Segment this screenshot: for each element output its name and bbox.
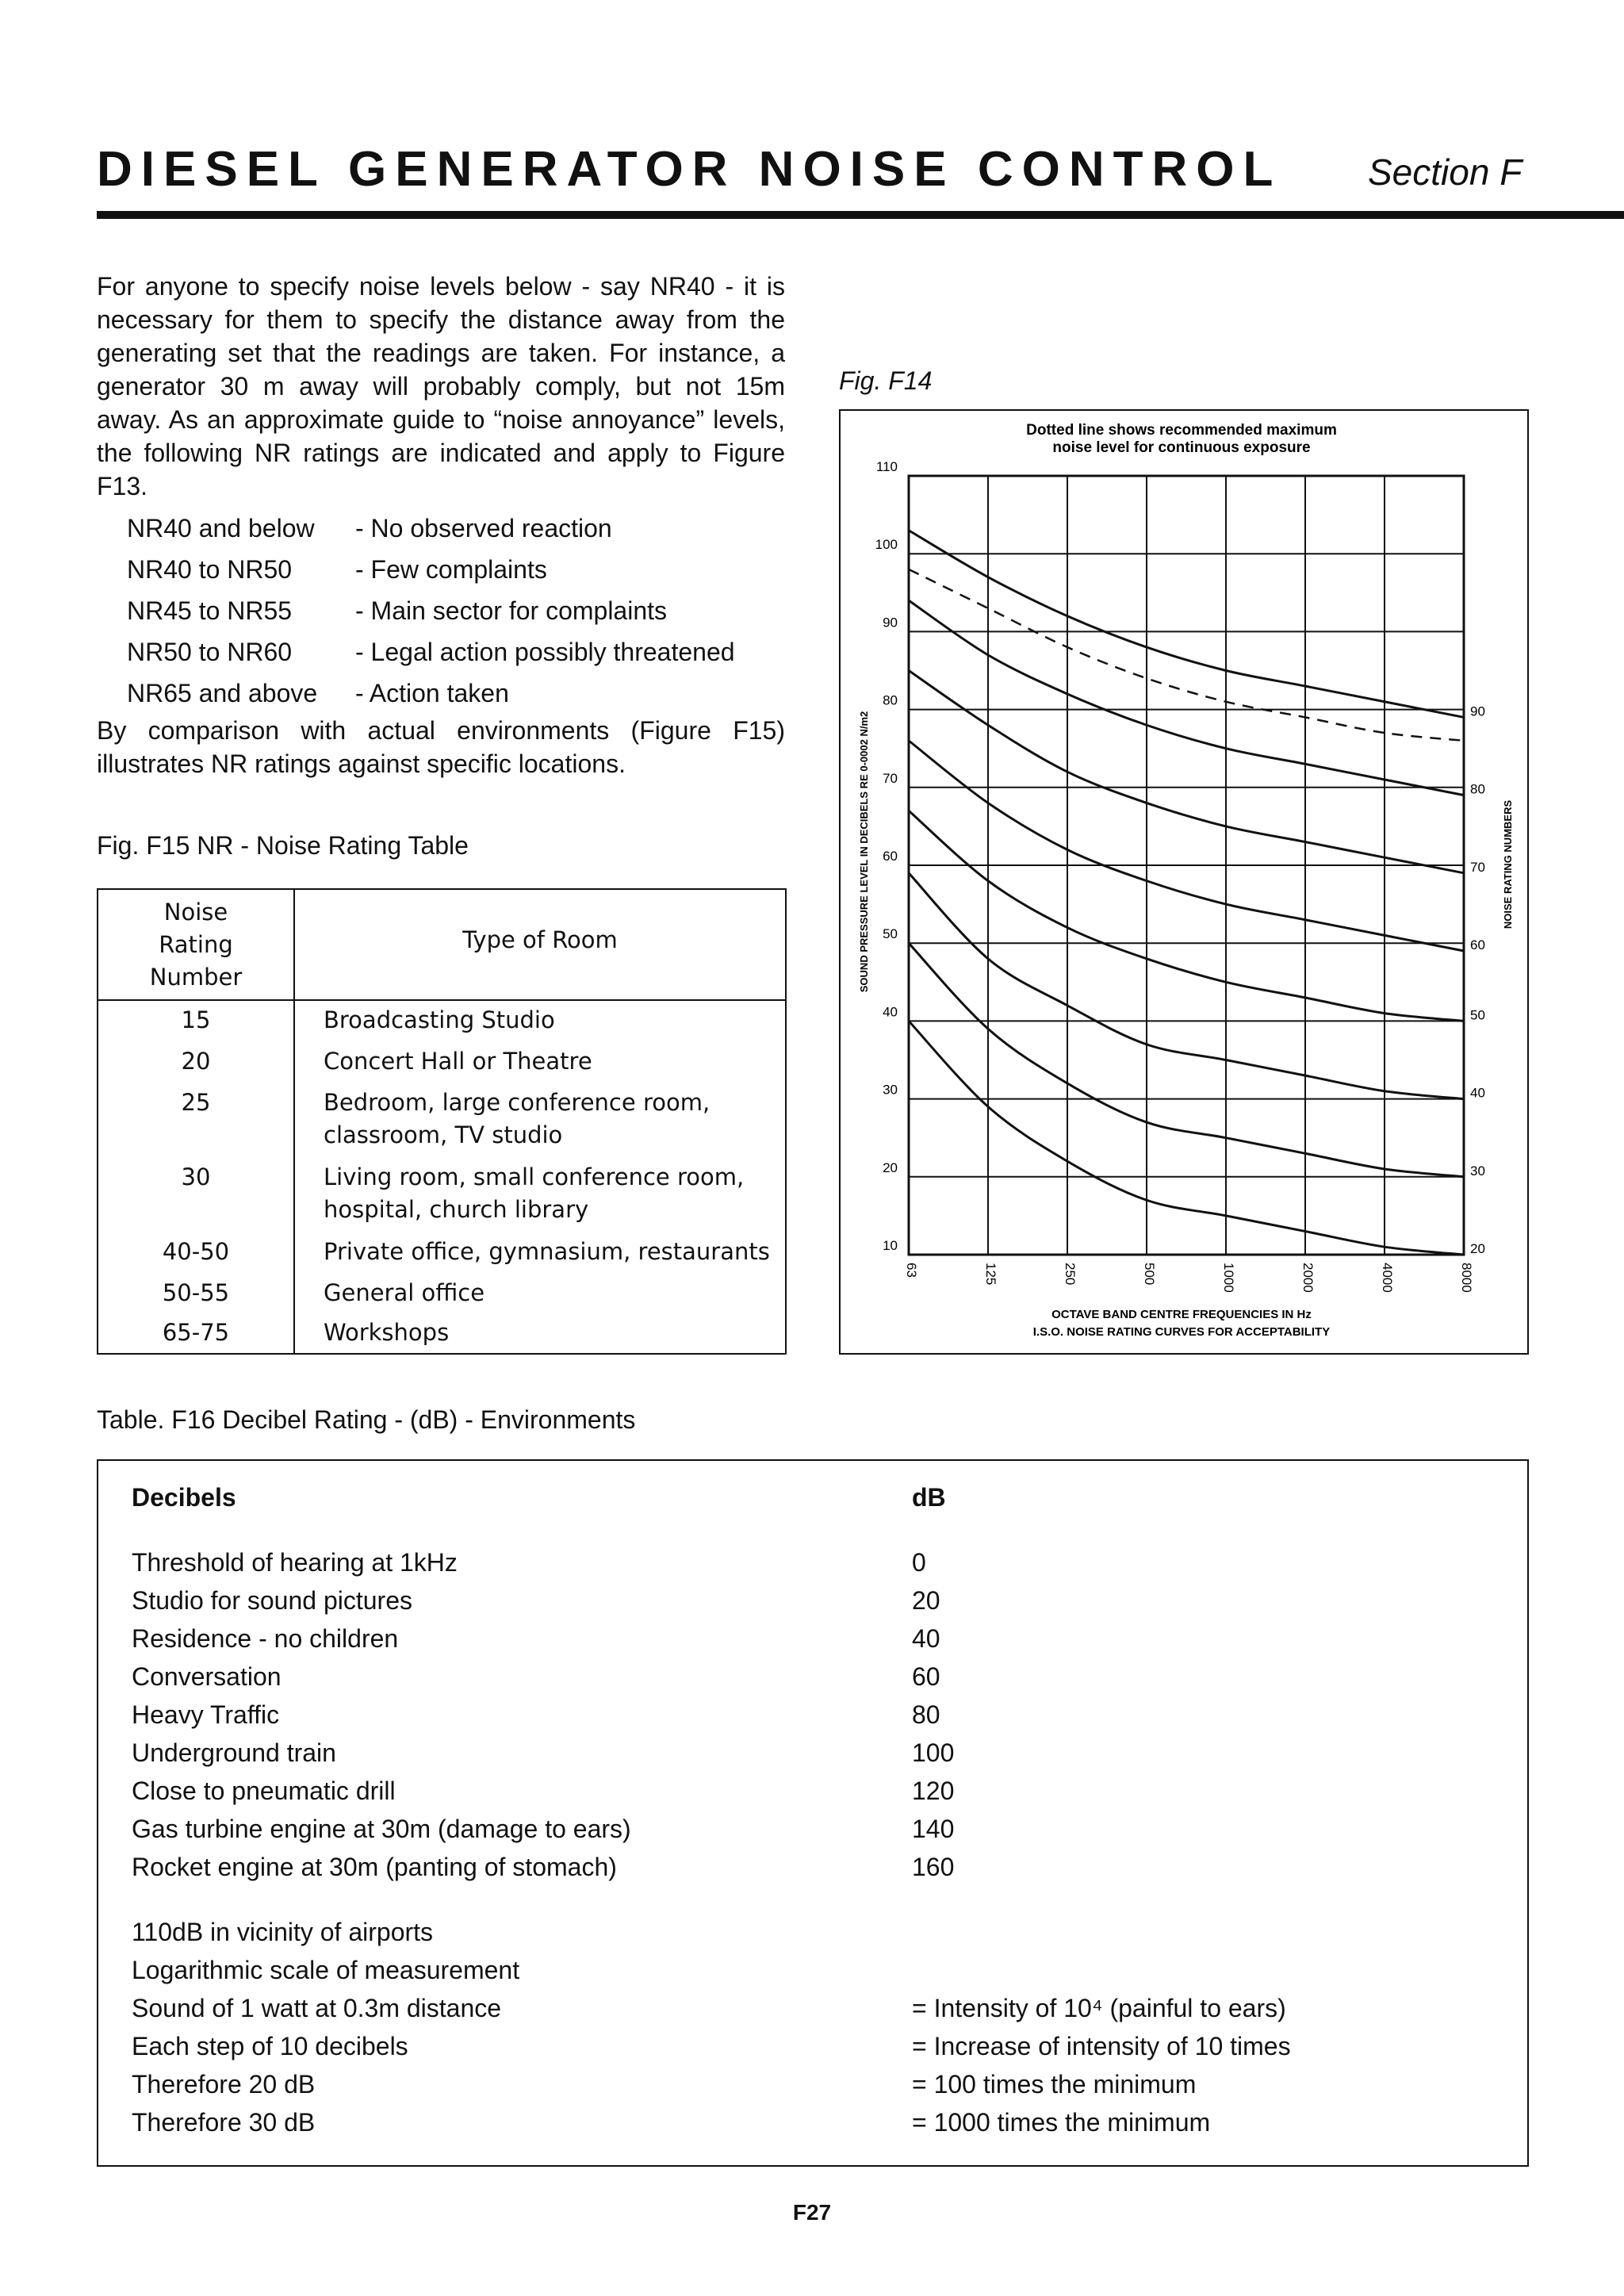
- room-type-line: Bedroom, large conference room,: [324, 1089, 710, 1116]
- x-tick-label: 125: [983, 1263, 998, 1286]
- room-type: [324, 1277, 776, 1309]
- nr-list-item: [127, 590, 735, 631]
- room-type-line: hospital, church library: [324, 1196, 589, 1223]
- room-type: [324, 1317, 776, 1349]
- nr-table-col2-header: Type of Room: [462, 926, 618, 953]
- x-tick-label: 8000: [1459, 1263, 1474, 1293]
- db-row-value: 0: [912, 1548, 926, 1577]
- db-row-value: 60: [912, 1662, 940, 1691]
- nr-effect: - Action taken: [355, 679, 509, 707]
- noise-rating-number: 15: [181, 1006, 211, 1033]
- x-tick-label: 250: [1063, 1263, 1078, 1286]
- db-note-label: Each step of 10 decibels: [132, 2032, 408, 2060]
- y-tick-label: 50: [883, 926, 898, 942]
- x-tick-label: 4000: [1380, 1263, 1395, 1293]
- db-note-value: = Intensity of 10⁴ (painful to ears): [912, 1994, 1286, 2022]
- db-note-label: Logarithmic scale of measurement: [132, 1956, 520, 1984]
- noise-rating-number: 25: [181, 1089, 211, 1116]
- y-tick-label: 110: [875, 459, 898, 474]
- db-note-label: 110dB in vicinity of airports: [132, 1918, 434, 1946]
- nr-curve-label: 50: [1470, 1007, 1485, 1023]
- noise-rating-number: 20: [181, 1048, 211, 1075]
- nr-annoyance-list: [127, 508, 735, 714]
- noise-rating-number: 40-50: [162, 1238, 230, 1265]
- nr-list-item: [127, 631, 735, 673]
- x-tick-label: 63: [904, 1263, 919, 1278]
- nr-range: NR40 to NR50: [127, 555, 293, 584]
- db-row-value: 100: [912, 1738, 955, 1767]
- nr-table-divider: [293, 890, 295, 1353]
- noise-rating-number: 50-55: [162, 1279, 230, 1306]
- noise-rating-number: 30: [181, 1163, 211, 1190]
- nr-curve-50: [909, 811, 1464, 1021]
- room-type: [324, 1161, 776, 1226]
- db-row-value: 20: [912, 1586, 940, 1615]
- room-type-line: Concert Hall or Theatre: [324, 1048, 592, 1075]
- nr-curve-label: 90: [1470, 703, 1485, 719]
- chart-title-line: noise level for continuous exposure: [1052, 439, 1311, 456]
- room-type: [324, 1236, 776, 1268]
- figure-caption: Fig. F14: [839, 366, 933, 395]
- room-type: [324, 1004, 776, 1037]
- db-note-label: Therefore 20 dB: [132, 2070, 316, 2099]
- db-table-caption: Table. F16 Decibel Rating - (dB) - Environments: [97, 1405, 636, 1434]
- db-table-header-left: Decibels: [132, 1483, 236, 1512]
- db-row-label: Threshold of hearing at 1kHz: [132, 1548, 458, 1577]
- db-row-label: Heavy Traffic: [132, 1700, 280, 1729]
- nr-curves-chart: [839, 409, 1529, 1355]
- nr-curve-60: [909, 741, 1464, 951]
- db-table: [97, 1459, 1529, 2167]
- nr-curve-label: 80: [1470, 781, 1485, 797]
- db-row-value: 160: [912, 1853, 955, 1881]
- db-note-label: Sound of 1 watt at 0.3m distance: [132, 1994, 502, 2022]
- nr-range: NR65 and above: [127, 679, 318, 707]
- db-row-value: 140: [912, 1815, 955, 1843]
- db-note-label: Therefore 30 dB: [132, 2108, 316, 2137]
- nr-curve-label: 70: [1470, 859, 1485, 875]
- nr-range: NR50 to NR60: [127, 638, 293, 666]
- room-type-line: Workshops: [324, 1319, 450, 1346]
- x-tick-label: 2000: [1300, 1263, 1316, 1293]
- nr-table: [97, 888, 787, 1355]
- nr-list-item: [127, 549, 735, 590]
- y-tick-label: 60: [883, 849, 898, 864]
- x-tick-label: 1000: [1221, 1263, 1236, 1293]
- nr-curve-label: 20: [1470, 1241, 1485, 1256]
- room-type-line: Broadcasting Studio: [324, 1006, 555, 1033]
- y-tick-label: 40: [883, 1004, 898, 1020]
- nr-curve-40: [909, 873, 1464, 1099]
- nr-range: NR45 to NR55: [127, 596, 293, 625]
- nr-range: NR40 and below: [127, 514, 315, 542]
- nr-effect: - Legal action possibly threatened: [355, 638, 735, 666]
- header-line: Noise: [163, 899, 228, 926]
- dotted-limit-curve: [909, 569, 1464, 741]
- room-type: [324, 1087, 776, 1152]
- nr-table-col1-header: [98, 896, 293, 994]
- nr-curve-label: 30: [1470, 1163, 1485, 1179]
- y-tick-label: 90: [883, 615, 898, 631]
- page-number: F27: [792, 2200, 832, 2225]
- nr-curve-20: [909, 1021, 1464, 1255]
- room-type-line: General office: [324, 1279, 485, 1306]
- x-tick-label: 500: [1142, 1263, 1157, 1286]
- header-rule: [97, 211, 1624, 219]
- nr-curve-80: [909, 600, 1464, 795]
- room-type-line: classroom, TV studio: [324, 1121, 563, 1148]
- chart-subtitle: I.S.O. NOISE RATING CURVES FOR ACCEPTABILITY: [1032, 1325, 1331, 1339]
- db-row-label: Gas turbine engine at 30m (damage to ears): [132, 1815, 631, 1843]
- db-table-header-right: dB: [912, 1483, 946, 1512]
- room-type-line: Private office, gymnasium, restaurants: [324, 1238, 770, 1265]
- db-row-value: 40: [912, 1624, 940, 1653]
- db-note-value: = Increase of intensity of 10 times: [912, 2032, 1291, 2060]
- nr-curve-30: [909, 943, 1464, 1177]
- header-line: Number: [149, 964, 243, 991]
- y-tick-label: 30: [883, 1082, 898, 1098]
- nr-curves-svg: [841, 411, 1527, 1353]
- intro-paragraph: For anyone to specify noise levels below - say NR40 - it is necessary for them to specify the distance away from the generating set that the readings are taken. For instance, a generator 30 m away will probably comply, but not 15m away. As an approximate guide to “noise annoyance” levels, the following NR ratings are indicated and apply to Figure F13.: [97, 272, 785, 500]
- chart-title-line: Dotted line shows recommended maximum: [1026, 422, 1337, 439]
- document-title: DIESEL GENERATOR NOISE CONTROL: [97, 142, 1282, 197]
- db-note-value: = 1000 times the minimum: [912, 2108, 1211, 2137]
- y-axis-label: SOUND PRESSURE LEVEL IN DECIBELS RE 0-0002 N/m2: [858, 711, 870, 993]
- right-axis-label: NOISE RATING NUMBERS: [1502, 799, 1514, 930]
- db-row-label: Residence - no children: [132, 1624, 399, 1653]
- header-line: Rating: [159, 931, 233, 958]
- db-note-value: = 100 times the minimum: [912, 2070, 1197, 2099]
- db-row-label: Studio for sound pictures: [132, 1586, 412, 1615]
- comparison-paragraph: By comparison with actual environments (Figure F15) illustrates NR ratings against specific locations.: [97, 716, 785, 778]
- db-row-label: Rocket engine at 30m (panting of stomach): [132, 1853, 617, 1881]
- nr-curve-label: 40: [1470, 1085, 1485, 1101]
- nr-effect: - Main sector for complaints: [355, 596, 668, 625]
- db-row-label: Underground train: [132, 1738, 336, 1767]
- y-tick-label: 80: [883, 692, 898, 708]
- db-row-value: 120: [912, 1777, 955, 1805]
- room-type: [324, 1045, 776, 1078]
- db-row-label: Conversation: [132, 1662, 282, 1691]
- db-row-label: Close to pneumatic drill: [132, 1777, 396, 1805]
- nr-curve-label: 60: [1470, 937, 1485, 953]
- y-tick-label: 70: [883, 770, 898, 786]
- y-tick-label: 10: [883, 1238, 898, 1253]
- noise-rating-number: 65-75: [162, 1319, 230, 1346]
- nr-list-item: [127, 673, 735, 714]
- room-type-line: Living room, small conference room,: [324, 1163, 745, 1190]
- nr-effect: - Few complaints: [355, 555, 547, 584]
- y-tick-label: 100: [875, 537, 898, 553]
- nr-curve-90: [909, 531, 1464, 718]
- y-tick-label: 20: [883, 1159, 898, 1175]
- db-row-value: 80: [912, 1700, 940, 1729]
- nr-effect: - No observed reaction: [355, 514, 612, 542]
- x-axis-label: OCTAVE BAND CENTRE FREQUENCIES IN Hz: [1051, 1308, 1312, 1321]
- nr-list-item: [127, 508, 735, 549]
- section-label: Section F: [1368, 151, 1522, 193]
- nr-table-caption: Fig. F15 NR - Noise Rating Table: [97, 831, 469, 860]
